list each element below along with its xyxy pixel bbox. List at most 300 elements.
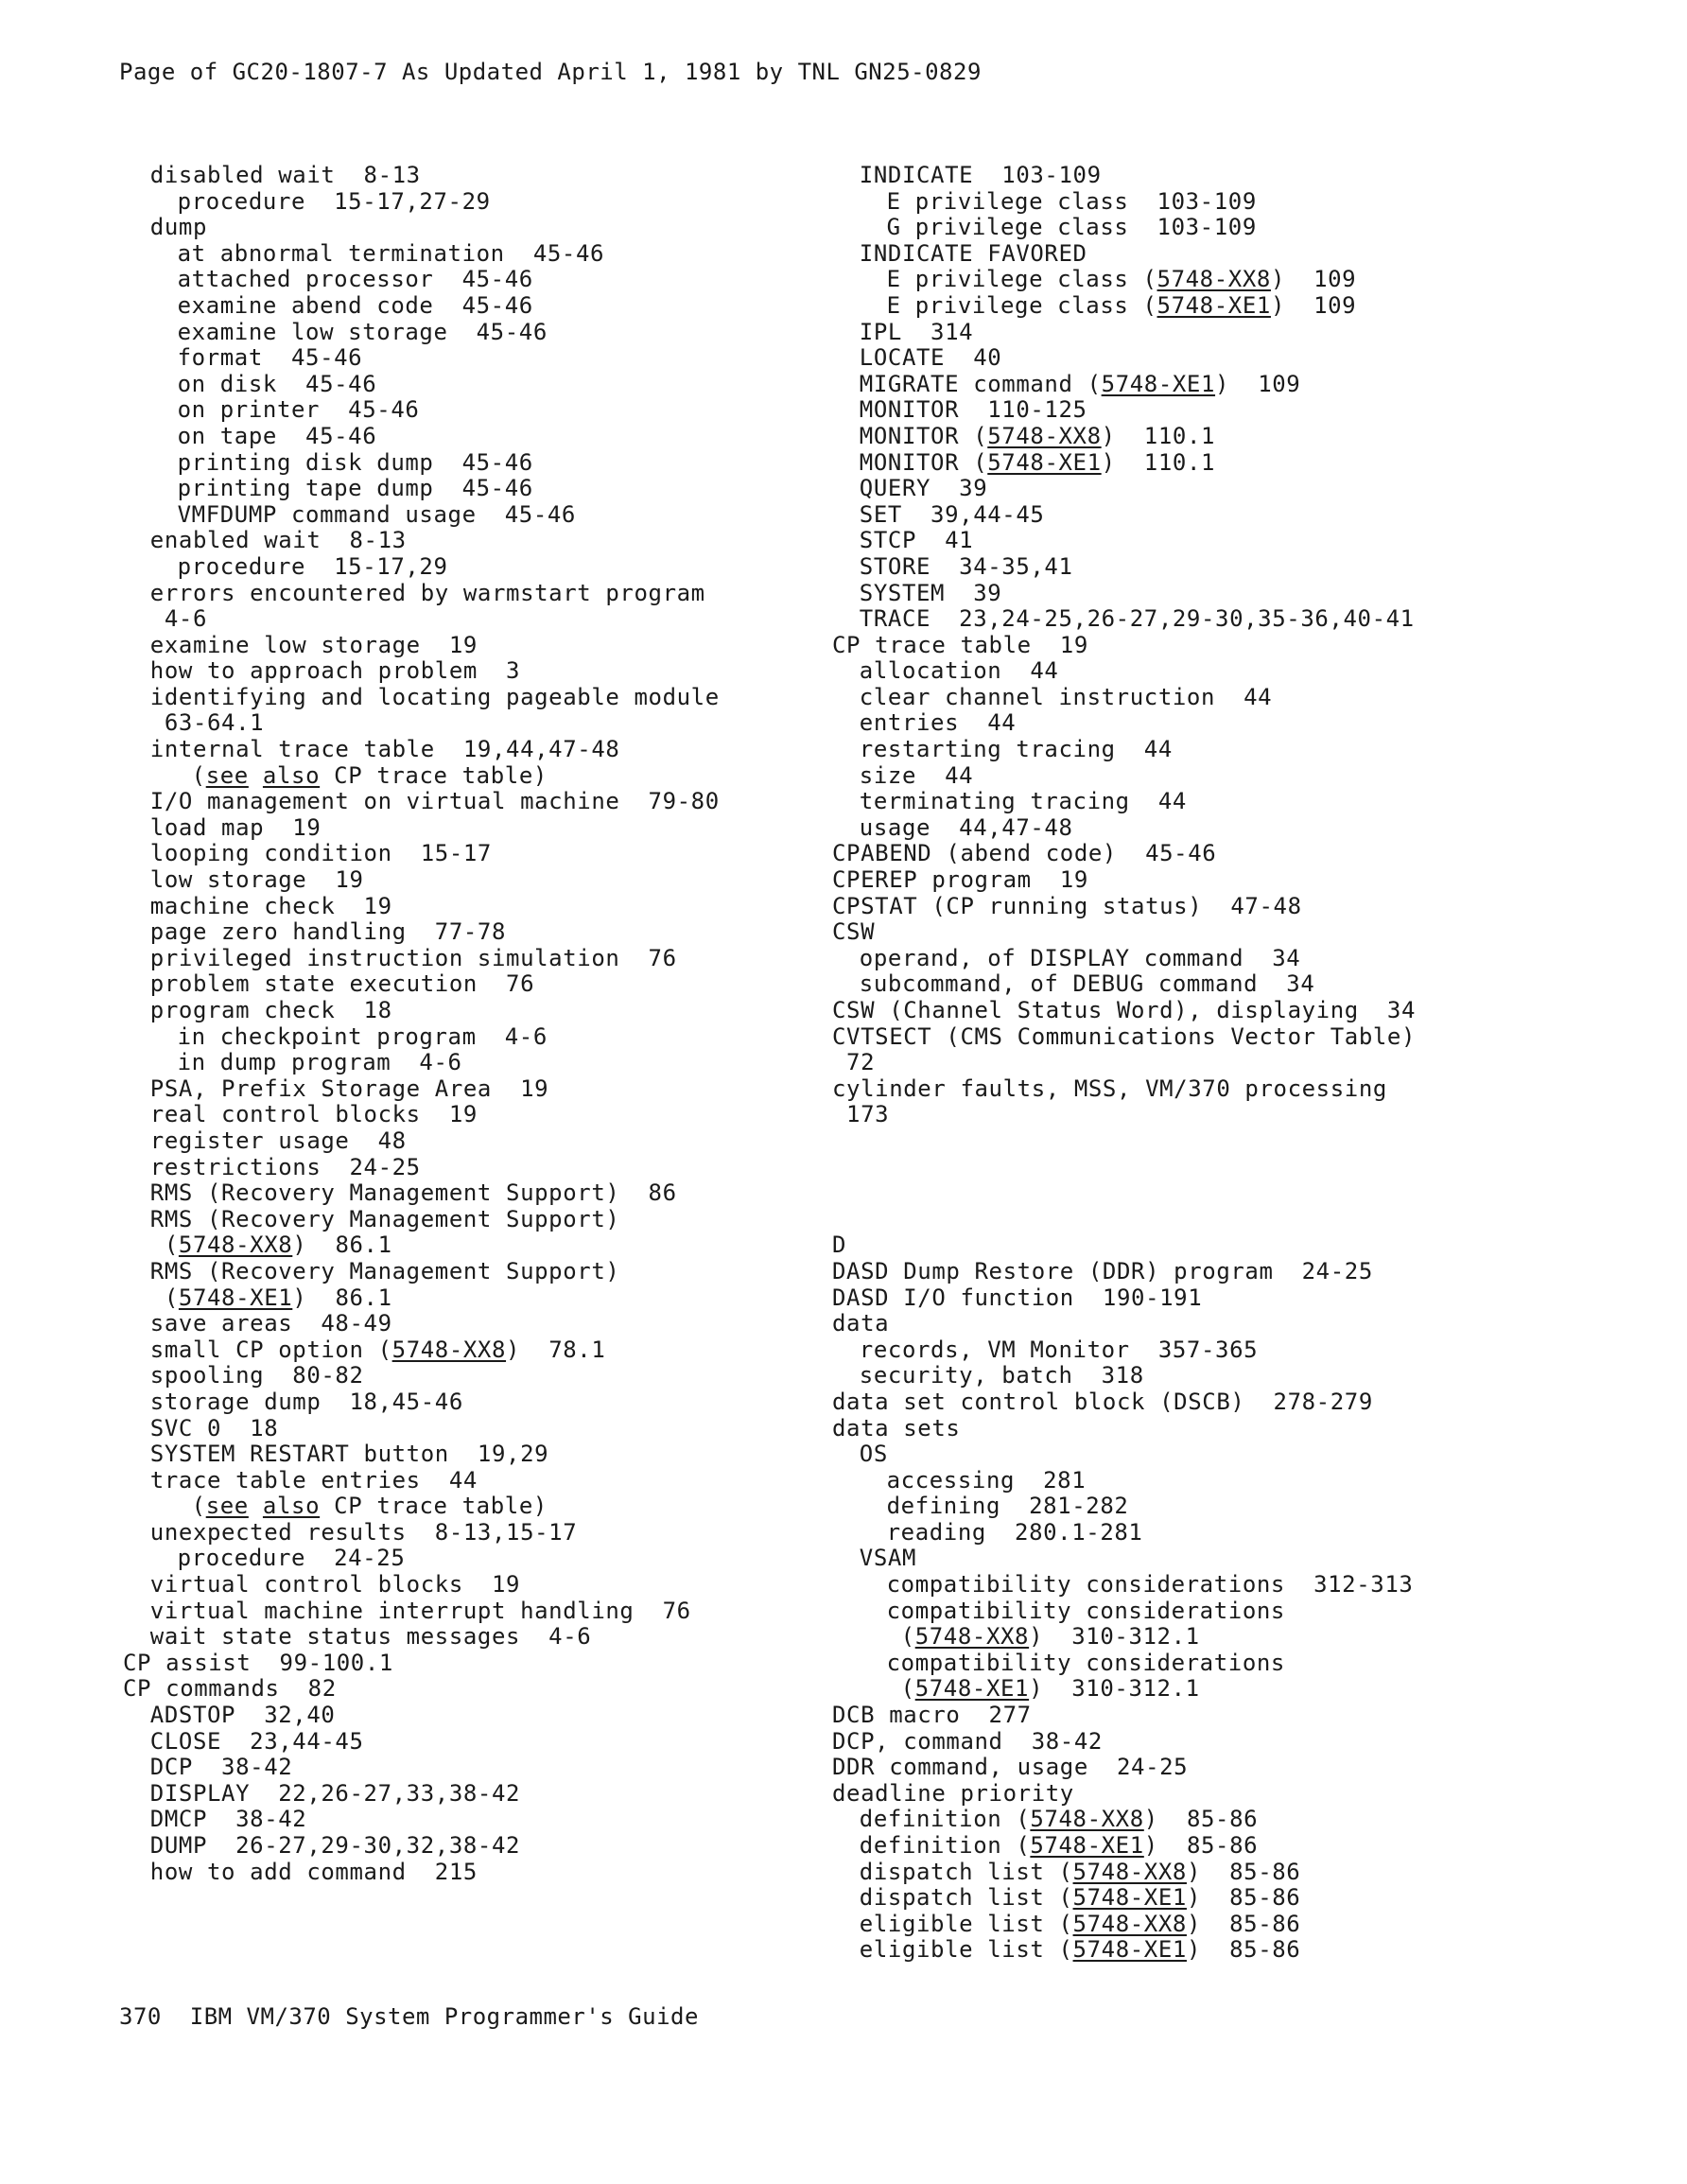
entry-text: CP trace table) bbox=[320, 1493, 548, 1520]
entry-text: CVTSECT (CMS Communications Vector Table) bbox=[832, 1022, 1417, 1050]
entry-text: ) 310-312.1 bbox=[1029, 1623, 1200, 1651]
entry-text: MONITOR ( bbox=[859, 422, 988, 449]
index-entry bbox=[123, 476, 832, 502]
underlined-ref: 5748-XX8 bbox=[1072, 1858, 1187, 1885]
entry-text: CPEREP program 19 bbox=[832, 866, 1088, 894]
index-entry bbox=[123, 710, 832, 737]
entry-text: DCB macro 277 bbox=[832, 1702, 1032, 1729]
index-entry bbox=[123, 424, 832, 450]
index-entry bbox=[832, 867, 1664, 894]
entry-text: procedure 24-25 bbox=[177, 1545, 406, 1572]
entry-text: ) 85-86 bbox=[1186, 1936, 1301, 1964]
underlined-ref: 5748-XX8 bbox=[914, 1623, 1030, 1651]
underlined-ref: also bbox=[262, 761, 321, 789]
index-entry bbox=[832, 476, 1664, 502]
entry-text: on printer 45-46 bbox=[177, 396, 420, 424]
index-entry bbox=[123, 450, 832, 477]
entry-text bbox=[249, 762, 263, 789]
entry-text: allocation 44 bbox=[859, 657, 1059, 685]
entry-text: PSA, Prefix Storage Area 19 bbox=[149, 1075, 549, 1102]
index-entry bbox=[123, 1572, 832, 1599]
index-entry bbox=[123, 1024, 832, 1051]
index-entry bbox=[832, 1624, 1664, 1651]
entry-text: ) 310-312.1 bbox=[1029, 1675, 1200, 1703]
entry-text: RMS (Recovery Management Support) bbox=[149, 1257, 620, 1284]
entry-text: in checkpoint program 4-6 bbox=[177, 1022, 548, 1050]
entry-text: VSAM bbox=[859, 1545, 916, 1572]
underlined-ref: see bbox=[205, 761, 249, 789]
index-entry bbox=[832, 450, 1664, 477]
index-entry bbox=[832, 554, 1664, 581]
entry-text: spooling 80-82 bbox=[149, 1362, 364, 1389]
entry-text: E privilege class ( bbox=[886, 266, 1157, 293]
index-entry bbox=[123, 1651, 832, 1677]
index-entry bbox=[832, 1232, 1664, 1259]
entry-text: errors encountered by warmstart program bbox=[149, 579, 705, 606]
entry-text bbox=[249, 1493, 263, 1519]
index-entry bbox=[123, 737, 832, 763]
entry-text: register usage 48 bbox=[149, 1127, 407, 1154]
entry-text: ( bbox=[149, 1232, 179, 1259]
entry-text: problem state execution 76 bbox=[149, 970, 535, 998]
entry-text: security, batch 318 bbox=[859, 1362, 1144, 1389]
entry-text: ) 85-86 bbox=[1143, 1806, 1259, 1833]
index-entry bbox=[832, 1520, 1664, 1546]
entry-text: ) 110.1 bbox=[1101, 448, 1216, 476]
index-entry bbox=[123, 1155, 832, 1181]
index-entry bbox=[123, 867, 832, 894]
index-entry bbox=[123, 372, 832, 398]
underlined-ref: 5748-XE1 bbox=[178, 1284, 293, 1311]
entry-text: ( bbox=[149, 1284, 179, 1311]
entry-text: compatibility considerations bbox=[886, 1597, 1285, 1624]
entry-text: DCP, command 38-42 bbox=[832, 1727, 1103, 1755]
index-entry bbox=[123, 685, 832, 711]
index-entry bbox=[832, 1024, 1664, 1051]
entry-text: QUERY 39 bbox=[859, 475, 988, 502]
index-entry bbox=[832, 241, 1664, 268]
index-entry bbox=[832, 1729, 1664, 1756]
entry-text: INDICATE FAVORED bbox=[859, 239, 1087, 267]
index-column-right bbox=[832, 163, 1664, 1964]
entry-text: virtual machine interrupt handling 76 bbox=[149, 1597, 691, 1624]
index-entry bbox=[832, 345, 1664, 372]
index-entry bbox=[123, 1232, 832, 1259]
index-entry bbox=[123, 189, 832, 216]
entry-text: CP trace table 19 bbox=[832, 631, 1088, 658]
index-entry bbox=[832, 1441, 1664, 1468]
entry-text: ) 110.1 bbox=[1101, 422, 1216, 449]
entry-text: eligible list ( bbox=[859, 1936, 1073, 1964]
entry-text: TRACE 23,24-25,26-27,29-30,35-36,40-41 bbox=[859, 605, 1415, 633]
index-entry bbox=[832, 293, 1664, 320]
entry-text: CPABEND (abend code) 45-46 bbox=[832, 840, 1217, 867]
entry-text: 63-64.1 bbox=[149, 709, 265, 737]
entry-text: wait state status messages 4-6 bbox=[149, 1623, 592, 1651]
index-entry bbox=[832, 710, 1664, 737]
index-entry bbox=[832, 1912, 1664, 1938]
index-entry bbox=[123, 1128, 832, 1155]
entry-text: SYSTEM 39 bbox=[859, 579, 1002, 606]
entry-text: E privilege class 103-109 bbox=[886, 187, 1257, 215]
entry-text: ) 85-86 bbox=[1143, 1832, 1259, 1859]
index-entry bbox=[832, 581, 1664, 607]
entry-text: storage dump 18,45-46 bbox=[149, 1388, 463, 1415]
entry-text: ( bbox=[886, 1675, 915, 1703]
blank-line bbox=[832, 1155, 1664, 1181]
entry-text: RMS (Recovery Management Support) bbox=[149, 1205, 620, 1232]
entry-text: ) 109 bbox=[1270, 266, 1357, 293]
index-entry bbox=[123, 397, 832, 424]
entry-text: attached processor 45-46 bbox=[177, 266, 533, 293]
index-entry bbox=[832, 946, 1664, 972]
index-entry bbox=[832, 633, 1664, 659]
entry-text: LOCATE 40 bbox=[859, 344, 1002, 372]
index-entry bbox=[123, 658, 832, 685]
underlined-ref: 5748-XE1 bbox=[1072, 1936, 1187, 1964]
index-entry bbox=[123, 606, 832, 633]
entry-text: format 45-46 bbox=[177, 344, 363, 372]
entry-text: DASD Dump Restore (DDR) program 24-25 bbox=[832, 1257, 1373, 1284]
entry-text: DMCP 38-42 bbox=[149, 1806, 307, 1833]
entry-text: CP commands 82 bbox=[123, 1675, 337, 1703]
page-footer: 370 IBM VM/370 System Programmer's Guide bbox=[119, 2003, 699, 2030]
entry-text: save areas 48-49 bbox=[149, 1310, 392, 1337]
entry-text: CP trace table) bbox=[320, 761, 548, 789]
underlined-ref: 5748-XE1 bbox=[1157, 291, 1271, 319]
index-entry bbox=[123, 1311, 832, 1337]
entry-text: restrictions 24-25 bbox=[149, 1153, 421, 1180]
underlined-ref: 5748-XX8 bbox=[987, 422, 1102, 449]
index-entry bbox=[832, 1311, 1664, 1337]
entry-text: INDICATE 103-109 bbox=[859, 162, 1102, 188]
entry-text: real control blocks 19 bbox=[149, 1101, 478, 1128]
index-entry bbox=[123, 1833, 832, 1860]
underlined-ref: 5748-XX8 bbox=[1072, 1910, 1187, 1937]
entry-text: DCP 38-42 bbox=[149, 1754, 293, 1781]
entry-text: data bbox=[832, 1310, 890, 1337]
blank-line bbox=[832, 1180, 1664, 1207]
entry-text: how to add command 215 bbox=[149, 1858, 478, 1885]
index-entry bbox=[832, 919, 1664, 946]
index-entry bbox=[123, 345, 832, 372]
entry-text: SYSTEM RESTART button 19,29 bbox=[149, 1441, 549, 1468]
entry-text: ) 78.1 bbox=[506, 1336, 606, 1363]
index-entry bbox=[123, 1050, 832, 1076]
entry-text: dispatch list ( bbox=[859, 1884, 1073, 1912]
index-entry bbox=[832, 1102, 1664, 1128]
index-entry bbox=[832, 1599, 1664, 1625]
index-entry bbox=[832, 397, 1664, 424]
entry-text: trace table entries 44 bbox=[149, 1466, 478, 1494]
entry-text: dispatch list ( bbox=[859, 1858, 1073, 1885]
entry-text: ) 85-86 bbox=[1186, 1858, 1301, 1885]
index-entry bbox=[832, 1416, 1664, 1442]
entry-text: CLOSE 23,44-45 bbox=[149, 1727, 364, 1755]
entry-text: clear channel instruction 44 bbox=[859, 683, 1273, 710]
index-entry bbox=[123, 1337, 832, 1364]
index-entry bbox=[123, 320, 832, 346]
entry-text: ( bbox=[177, 761, 206, 789]
entry-text: G privilege class 103-109 bbox=[886, 214, 1257, 241]
entry-text: ADSTOP 32,40 bbox=[149, 1702, 336, 1729]
index-entry bbox=[123, 841, 832, 867]
entry-text: operand, of DISPLAY command 34 bbox=[859, 944, 1301, 971]
index-entry bbox=[123, 502, 832, 529]
entry-text: defining 281-282 bbox=[886, 1493, 1129, 1520]
underlined-ref: 5748-XE1 bbox=[1030, 1832, 1144, 1859]
index-entry bbox=[832, 763, 1664, 790]
entry-text: entries 44 bbox=[859, 709, 1017, 737]
index-entry bbox=[832, 658, 1664, 685]
entry-text: size 44 bbox=[859, 761, 974, 789]
index-entry bbox=[832, 789, 1664, 815]
entry-text: STCP 41 bbox=[859, 527, 974, 554]
entry-text: identifying and locating pageable module bbox=[149, 683, 720, 710]
entry-text: ) 109 bbox=[1270, 291, 1357, 319]
index-entry bbox=[123, 1729, 832, 1756]
index-entry bbox=[123, 1102, 832, 1128]
index-entry bbox=[123, 1180, 832, 1207]
entry-text: ) 109 bbox=[1215, 370, 1301, 397]
index-entry bbox=[832, 1546, 1664, 1572]
index-entry bbox=[123, 1441, 832, 1468]
index-entry bbox=[832, 1755, 1664, 1781]
index-entry bbox=[123, 1755, 832, 1781]
entry-text: 4-6 bbox=[149, 605, 207, 633]
entry-text: ) 85-86 bbox=[1186, 1910, 1301, 1937]
entry-text: printing tape dump 45-46 bbox=[177, 475, 533, 502]
index-entry bbox=[123, 1363, 832, 1389]
entry-text: on tape 45-46 bbox=[177, 422, 377, 449]
index-entry bbox=[832, 189, 1664, 216]
index-entry bbox=[123, 894, 832, 920]
entry-text: MONITOR 110-125 bbox=[859, 396, 1087, 424]
index-entry bbox=[832, 1337, 1664, 1364]
index-entry bbox=[123, 1781, 832, 1808]
underlined-ref: also bbox=[262, 1493, 321, 1520]
index-entry bbox=[123, 1676, 832, 1703]
entry-text: definition ( bbox=[859, 1806, 1031, 1833]
entry-text: internal trace table 19,44,47-48 bbox=[149, 736, 620, 763]
index-entry bbox=[123, 1860, 832, 1886]
entry-text: disabled wait 8-13 bbox=[149, 162, 421, 188]
entry-text: virtual control blocks 19 bbox=[149, 1571, 521, 1599]
entry-text: E privilege class ( bbox=[886, 291, 1157, 319]
entry-text: accessing 281 bbox=[886, 1466, 1087, 1494]
index-entry bbox=[832, 1885, 1664, 1912]
underlined-ref: see bbox=[205, 1493, 249, 1520]
entry-text: SVC 0 18 bbox=[149, 1414, 279, 1441]
entry-text: enabled wait 8-13 bbox=[149, 527, 407, 554]
index-entry bbox=[832, 372, 1664, 398]
entry-text: on disk 45-46 bbox=[177, 370, 377, 397]
index-entry bbox=[123, 163, 832, 189]
index-entry bbox=[123, 581, 832, 607]
index-entry bbox=[123, 1468, 832, 1494]
entry-text: OS bbox=[859, 1441, 888, 1468]
index-entry bbox=[123, 554, 832, 581]
entry-text: unexpected results 8-13,15-17 bbox=[149, 1518, 578, 1546]
entry-text: I/O management on virtual machine 79-80 bbox=[149, 788, 720, 815]
index-entry bbox=[123, 1259, 832, 1285]
entry-text: MONITOR ( bbox=[859, 448, 988, 476]
entry-text: small CP option ( bbox=[149, 1336, 392, 1363]
index-entry bbox=[123, 946, 832, 972]
underlined-ref: 5748-XE1 bbox=[1072, 1884, 1187, 1912]
entry-text: usage 44,47-48 bbox=[859, 813, 1073, 841]
index-entry bbox=[832, 1572, 1664, 1599]
entry-text: cylinder faults, MSS, VM/370 processing bbox=[832, 1075, 1387, 1102]
index-entry bbox=[123, 1494, 832, 1520]
entry-text: procedure 15-17,29 bbox=[177, 552, 448, 580]
index-entry bbox=[123, 1703, 832, 1729]
entry-text: SET 39,44-45 bbox=[859, 500, 1045, 528]
index-entry bbox=[123, 633, 832, 659]
entry-text: subcommand, of DEBUG command 34 bbox=[859, 970, 1315, 998]
index-entry bbox=[123, 1807, 832, 1833]
underlined-ref: 5748-XE1 bbox=[987, 448, 1102, 476]
entry-text: program check 18 bbox=[149, 997, 392, 1023]
entry-text: in dump program 4-6 bbox=[177, 1049, 462, 1076]
index-entry bbox=[832, 502, 1664, 529]
index-entry bbox=[832, 606, 1664, 633]
index-entry bbox=[832, 1833, 1664, 1860]
index-entry bbox=[832, 998, 1664, 1024]
entry-text: reading 280.1-281 bbox=[886, 1518, 1143, 1546]
underlined-ref: 5748-XX8 bbox=[1157, 266, 1271, 293]
entry-text: D bbox=[832, 1232, 847, 1259]
blank-line bbox=[832, 1207, 1664, 1233]
entry-text: data sets bbox=[832, 1414, 961, 1441]
index-entry bbox=[123, 789, 832, 815]
index-entry bbox=[123, 1207, 832, 1233]
index-entry bbox=[832, 971, 1664, 998]
index-entry bbox=[832, 815, 1664, 842]
index-entry bbox=[832, 163, 1664, 189]
index-entry bbox=[123, 293, 832, 320]
entry-text: DASD I/O function 190-191 bbox=[832, 1284, 1203, 1311]
entry-text: DISPLAY 22,26-27,33,38-42 bbox=[149, 1779, 521, 1807]
index-entry bbox=[832, 1363, 1664, 1389]
index-entry bbox=[832, 1259, 1664, 1285]
entry-text: procedure 15-17,27-29 bbox=[177, 187, 491, 215]
index-entry bbox=[832, 528, 1664, 554]
index-entry bbox=[832, 1703, 1664, 1729]
entry-text: examine low storage 19 bbox=[149, 631, 478, 658]
index-entry bbox=[123, 267, 832, 293]
index-entry bbox=[832, 267, 1664, 293]
entry-text: terminating tracing 44 bbox=[859, 788, 1187, 815]
entry-text: deadline priority bbox=[832, 1779, 1074, 1807]
index-entry bbox=[123, 763, 832, 790]
entry-text: load map 19 bbox=[149, 813, 322, 841]
index-entry bbox=[123, 241, 832, 268]
entry-text: compatibility considerations 312-313 bbox=[886, 1571, 1414, 1599]
index-entry bbox=[123, 1624, 832, 1651]
index-entry bbox=[123, 1416, 832, 1442]
entry-text: RMS (Recovery Management Support) 86 bbox=[149, 1179, 677, 1207]
entry-text: CSW (Channel Status Word), displaying 34 bbox=[832, 997, 1417, 1023]
index-entry bbox=[832, 1050, 1664, 1076]
entry-text: printing disk dump 45-46 bbox=[177, 448, 533, 476]
index-entry bbox=[123, 919, 832, 946]
entry-text: looping condition 15-17 bbox=[149, 840, 492, 867]
entry-text: records, VM Monitor 357-365 bbox=[859, 1336, 1259, 1363]
entry-text: DUMP 26-27,29-30,32,38-42 bbox=[149, 1832, 521, 1859]
entry-text: ) 86.1 bbox=[292, 1232, 392, 1259]
entry-text: restarting tracing 44 bbox=[859, 736, 1173, 763]
index-entry bbox=[832, 685, 1664, 711]
entry-text: CPSTAT (CP running status) 47-48 bbox=[832, 892, 1302, 919]
index-entry bbox=[832, 894, 1664, 920]
index-entry bbox=[832, 1076, 1664, 1103]
entry-text: compatibility considerations bbox=[886, 1649, 1285, 1676]
entry-text: MIGRATE command ( bbox=[859, 370, 1102, 397]
index-entry bbox=[832, 1468, 1664, 1494]
index-entry bbox=[123, 1520, 832, 1546]
entry-text: VMFDUMP command usage 45-46 bbox=[177, 500, 576, 528]
entry-text: dump bbox=[149, 214, 207, 241]
entry-text: at abnormal termination 45-46 bbox=[177, 239, 605, 267]
index-entry bbox=[123, 215, 832, 241]
entry-text: machine check 19 bbox=[149, 892, 392, 919]
entry-text: definition ( bbox=[859, 1832, 1031, 1859]
index-entry bbox=[832, 1676, 1664, 1703]
entry-text: ) 86.1 bbox=[292, 1284, 392, 1311]
index-entry bbox=[123, 1285, 832, 1312]
entry-text: CP assist 99-100.1 bbox=[123, 1649, 393, 1676]
blank-line bbox=[832, 1128, 1664, 1155]
entry-text: ) 85-86 bbox=[1186, 1884, 1301, 1912]
entry-text: ( bbox=[177, 1493, 206, 1520]
entry-text: DDR command, usage 24-25 bbox=[832, 1754, 1189, 1781]
entry-text: examine abend code 45-46 bbox=[177, 291, 533, 319]
index-entry bbox=[123, 1599, 832, 1625]
entry-text: 173 bbox=[832, 1101, 890, 1128]
entry-text: CSW bbox=[832, 918, 876, 946]
index-entry bbox=[123, 971, 832, 998]
entry-text: examine low storage 45-46 bbox=[177, 318, 548, 345]
underlined-ref: 5748-XX8 bbox=[1030, 1806, 1144, 1833]
entry-text: data set control block (DSCB) 278-279 bbox=[832, 1388, 1373, 1415]
entry-text: page zero handling 77-78 bbox=[149, 918, 507, 946]
index-entry bbox=[832, 1781, 1664, 1808]
index-entry bbox=[832, 737, 1664, 763]
entry-text: IPL 314 bbox=[859, 318, 974, 345]
index-entry bbox=[123, 1546, 832, 1572]
entry-text: eligible list ( bbox=[859, 1910, 1073, 1937]
index-entry bbox=[832, 841, 1664, 867]
index-entry bbox=[832, 320, 1664, 346]
index-entry bbox=[123, 528, 832, 554]
entry-text: STORE 34-35,41 bbox=[859, 552, 1073, 580]
entry-text: how to approach problem 3 bbox=[149, 657, 521, 685]
underlined-ref: 5748-XE1 bbox=[914, 1675, 1030, 1703]
underlined-ref: 5748-XE1 bbox=[1101, 370, 1216, 397]
index-entry bbox=[832, 215, 1664, 241]
entry-text: 72 bbox=[832, 1049, 876, 1076]
index-entry bbox=[832, 1807, 1664, 1833]
index-entry bbox=[123, 1076, 832, 1103]
index-entry bbox=[832, 1494, 1664, 1520]
index-column-left bbox=[123, 163, 832, 1885]
index-entry bbox=[832, 1651, 1664, 1677]
index-entry bbox=[832, 1937, 1664, 1964]
index-entry bbox=[832, 424, 1664, 450]
index-entry bbox=[832, 1285, 1664, 1312]
entry-text: privileged instruction simulation 76 bbox=[149, 944, 677, 971]
